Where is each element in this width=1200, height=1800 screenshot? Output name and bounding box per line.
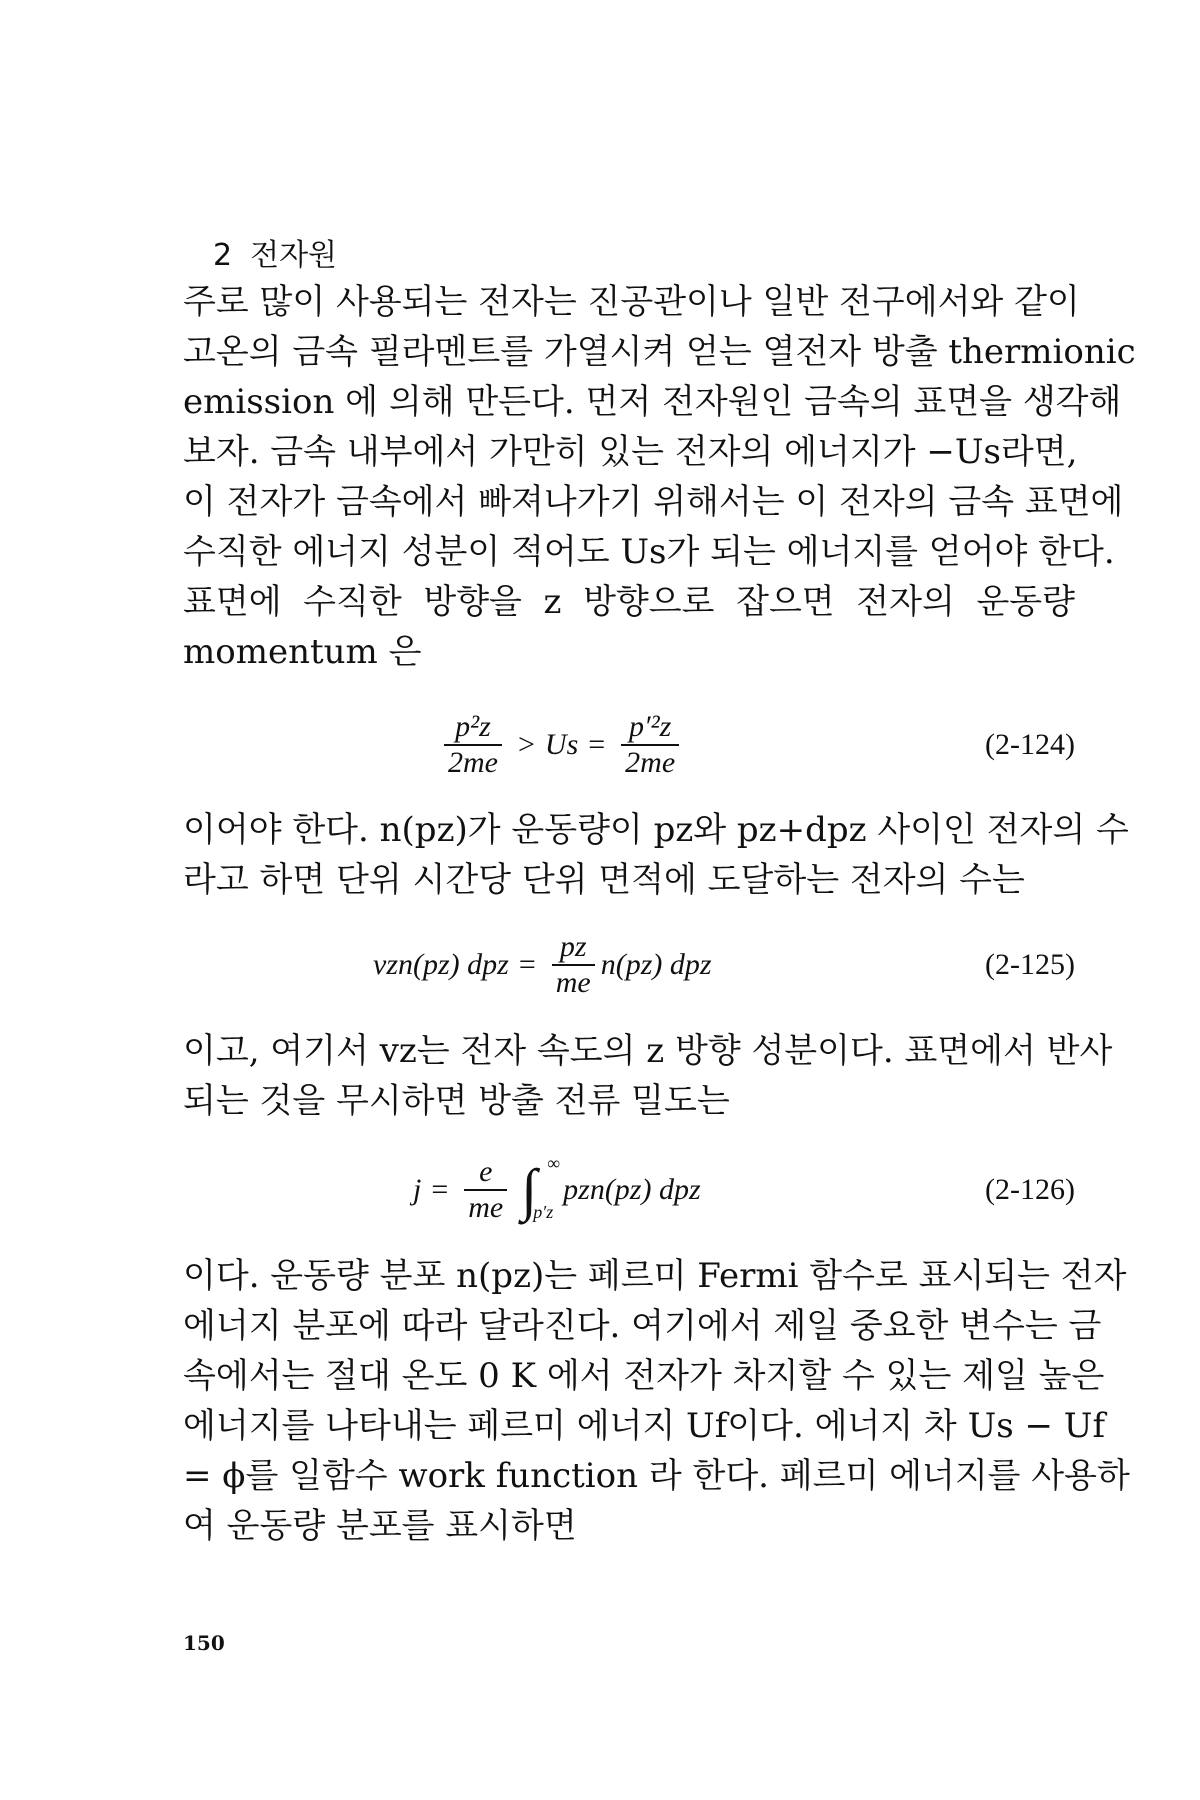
text-line: 표면에 수직한 방향을 z 방향으로 잡으면 전자의 운동량 <box>183 582 1075 622</box>
operator-equals: = <box>518 948 536 981</box>
equation-term: Us <box>544 728 579 761</box>
integral-upper-limit: ∞ <box>547 1153 561 1173</box>
fraction-denominator: me <box>555 965 591 999</box>
equation-2-125 <box>183 920 1075 1010</box>
text-line: 이어야 한다. n(pz)가 운동량이 pz와 pz+dpz 사이인 전자의 수 <box>183 810 1129 850</box>
equation-term: n(pz) dpz <box>600 948 712 981</box>
fraction <box>464 1155 507 1225</box>
text-line: 이고, 여기서 vz는 전자 속도의 z 방향 성분이다. 표면에서 반사 <box>183 1031 1113 1071</box>
text-line: 보자. 금속 내부에서 가만히 있는 전자의 에너지가 −Us라면, <box>183 432 1078 472</box>
text-line: momentum 은 <box>183 632 422 672</box>
integrand: pzn(pz) dpz <box>563 1173 701 1206</box>
text-line: 여 운동량 분포를 표시하면 <box>183 1506 577 1546</box>
fraction-denominator: me <box>468 1190 504 1224</box>
text-line: 속에서는 절대 온도 0 K 에서 전자가 차지할 수 있는 제일 높은 <box>183 1356 1105 1396</box>
fraction <box>621 710 679 780</box>
section-title: 전자원 <box>250 238 338 273</box>
operator-equals: = <box>431 1173 449 1206</box>
equation-term: j <box>413 1173 422 1206</box>
text-line: 되는 것을 무시하면 방출 전류 밀도는 <box>183 1081 730 1121</box>
fraction-numerator: p²z <box>455 710 491 744</box>
text-line: 에너지를 나타내는 페르미 에너지 Uf이다. 에너지 차 Us − Uf <box>183 1406 1106 1446</box>
equation-number: (2-124) <box>985 728 1075 761</box>
fraction <box>444 710 502 780</box>
integral-lower-limit: p′z <box>533 1202 554 1222</box>
text-line: 주로 많이 사용되는 전자는 진공관이나 일반 전구에서와 같이 <box>183 282 1080 322</box>
text-line: 이 전자가 금속에서 빠져나가기 위해서는 이 전자의 금속 표면에 <box>183 482 1124 522</box>
operator-equals: = <box>588 728 606 761</box>
fraction-denominator: 2me <box>448 745 498 779</box>
text-line: = ϕ를 일함수 work function 라 한다. 페르미 에너지를 사용하 <box>183 1456 1130 1496</box>
equation-2-126 <box>183 1145 1075 1235</box>
operator-gt: > <box>517 728 535 761</box>
fraction-denominator: 2me <box>625 745 676 779</box>
fraction-numerator: pz <box>559 930 587 964</box>
equation-body <box>438 700 685 790</box>
text-line: emission 에 의해 만든다. 먼저 전자원인 금속의 표면을 생각해 <box>183 382 1122 422</box>
section-number: 2 <box>213 238 233 273</box>
fraction <box>552 930 595 1000</box>
fraction-numerator: e <box>479 1155 493 1189</box>
section-heading <box>213 236 337 276</box>
equation-number: (2-125) <box>985 948 1075 981</box>
text-line: 수직한 에너지 성분이 적어도 Us가 되는 에너지를 얻어야 한다. <box>183 532 1115 572</box>
equation-2-124 <box>183 700 1075 790</box>
text-line: 고온의 금속 필라멘트를 가열시켜 얻는 열전자 방출 thermionic <box>183 332 1136 372</box>
equation-body <box>413 1145 701 1235</box>
equation-number: (2-126) <box>985 1173 1075 1206</box>
text-line: 라고 하면 단위 시간당 단위 면적에 도달하는 전자의 수는 <box>183 860 1025 900</box>
equation-body <box>373 920 712 1010</box>
equation-term: vzn(pz) dpz <box>373 948 509 981</box>
text-line: 에너지 분포에 따라 달라진다. 여기에서 제일 중요한 변수는 금 <box>183 1306 1102 1346</box>
text-line: 이다. 운동량 분포 n(pz)는 페르미 Fermi 함수로 표시되는 전자 <box>183 1256 1127 1296</box>
integral-sign: ∫ ∞ p′z <box>521 1153 561 1222</box>
page-number: 150 <box>183 1631 225 1655</box>
fraction-numerator: p′²z <box>629 710 672 744</box>
